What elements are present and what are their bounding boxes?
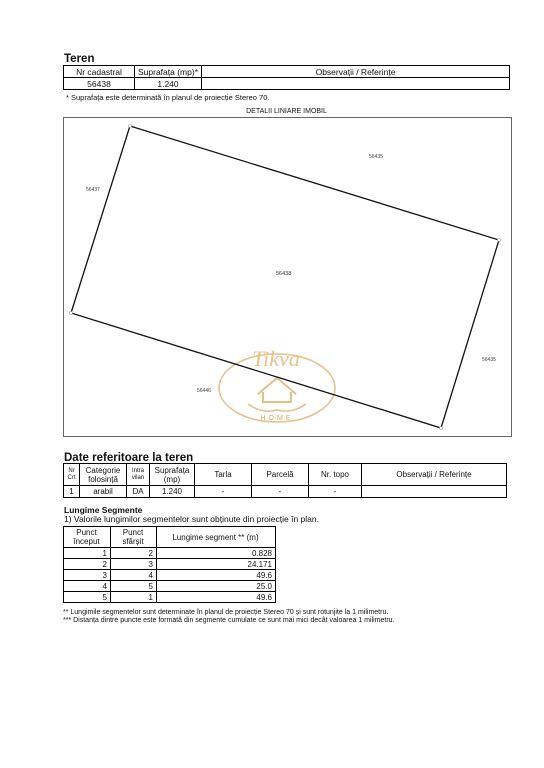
header-punct-inceput: Punct început bbox=[64, 527, 111, 548]
cell-end: 2 bbox=[111, 548, 157, 559]
cell-start: 1 bbox=[64, 548, 111, 559]
cell-start: 4 bbox=[64, 581, 111, 592]
header-suprafata: Suprafața (mp) bbox=[150, 464, 195, 486]
table-row bbox=[64, 570, 276, 581]
segmente-note-2: *** Distanța dintre puncte este formată din segmente cumulate ce sunt mai mici decât valoarea 1 milimetru. bbox=[63, 617, 395, 624]
table-header-row bbox=[64, 527, 276, 548]
header-nr-cadastral: Nr cadastral bbox=[64, 66, 135, 78]
header-tarla: Tarla bbox=[195, 464, 252, 486]
cell-suprafata: 1.240 bbox=[150, 486, 195, 498]
point-3 bbox=[440, 427, 443, 430]
header-parcela: Parcelă bbox=[252, 464, 309, 486]
cell-end: 5 bbox=[111, 581, 157, 592]
cell-length: 0.828 bbox=[157, 548, 276, 559]
teren-title: Teren bbox=[64, 53, 95, 65]
header-punct-sfarsit: Punct sfârșit bbox=[111, 527, 157, 548]
date-teren-title: Date referitoare la teren bbox=[64, 452, 194, 464]
table-row bbox=[64, 559, 276, 570]
header-lungime: Lungime segment ** (m) bbox=[157, 527, 276, 548]
segmente-title: Lungime Segmente bbox=[64, 505, 143, 515]
label-neighbor-bottom: 56446 bbox=[197, 388, 211, 394]
table-header-row bbox=[64, 464, 507, 486]
header-observatii: Observații / Referințe bbox=[362, 464, 507, 486]
cell-start: 2 bbox=[64, 559, 111, 570]
label-parcel-center: 56438 bbox=[276, 271, 292, 277]
point-1 bbox=[129, 125, 132, 128]
plan-title: DETALII LINIARE IMOBIL bbox=[246, 108, 327, 115]
segmente-table bbox=[63, 526, 276, 603]
point-4 bbox=[70, 312, 73, 315]
cell-nr-cadastral: 56438 bbox=[64, 78, 135, 90]
watermark-text: Tikva bbox=[252, 346, 300, 371]
watermark-swoosh bbox=[248, 404, 306, 411]
cell-length: 49.6 bbox=[157, 570, 276, 581]
cell-nr-crt: 1 bbox=[64, 486, 80, 498]
cell-end: 3 bbox=[111, 559, 157, 570]
cell-length: 49.6 bbox=[157, 592, 276, 603]
cell-categorie: arabil bbox=[80, 486, 127, 498]
header-suprafata: Suprafața (mp)* bbox=[135, 66, 202, 78]
label-neighbor-right: 56435 bbox=[482, 357, 496, 363]
segmente-subtitle: 1) Valorile lungimilor segmentelor sunt obținute din proiecție în plan. bbox=[64, 514, 319, 524]
parcel-outline bbox=[71, 126, 499, 428]
cell-start: 5 bbox=[64, 592, 111, 603]
cell-tarla: - bbox=[195, 486, 252, 498]
cell-length: 25.0 bbox=[157, 581, 276, 592]
cell-end: 4 bbox=[111, 570, 157, 581]
header-observatii: Observații / Referințe bbox=[202, 66, 510, 78]
date-teren-table bbox=[63, 463, 507, 498]
label-neighbor-top: 56435 bbox=[369, 154, 383, 160]
segmente-note-1: ** Lungimile segmentelor sunt determinate în planul de proiecție Stereo 70 și sunt rotunjite la 1 milimetru. bbox=[63, 609, 389, 616]
cell-intravilan: DA bbox=[127, 486, 150, 498]
cell-observatii bbox=[362, 486, 507, 498]
header-categorie: Categorie folosință bbox=[80, 464, 127, 486]
table-row bbox=[64, 592, 276, 603]
cell-nr-topo: - bbox=[309, 486, 362, 498]
cell-end: 1 bbox=[111, 592, 157, 603]
label-neighbor-left: 56437 bbox=[86, 187, 100, 193]
cell-start: 3 bbox=[64, 570, 111, 581]
header-intravilan: Intra vilan bbox=[127, 464, 150, 486]
point-2 bbox=[498, 239, 501, 242]
watermark-home: HOME bbox=[260, 415, 294, 422]
header-nr-topo: Nr. topo bbox=[309, 464, 362, 486]
cell-length: 24.171 bbox=[157, 559, 276, 570]
header-nr-crt: Nr Crt bbox=[64, 464, 80, 486]
table-row bbox=[64, 581, 276, 592]
table-row bbox=[64, 486, 507, 498]
table-row bbox=[64, 548, 276, 559]
teren-note: * Suprafața este determinată în planul de proiecție Stereo 70. bbox=[66, 93, 270, 102]
cell-parcela: - bbox=[252, 486, 309, 498]
cell-suprafata: 1.240 bbox=[135, 78, 202, 90]
